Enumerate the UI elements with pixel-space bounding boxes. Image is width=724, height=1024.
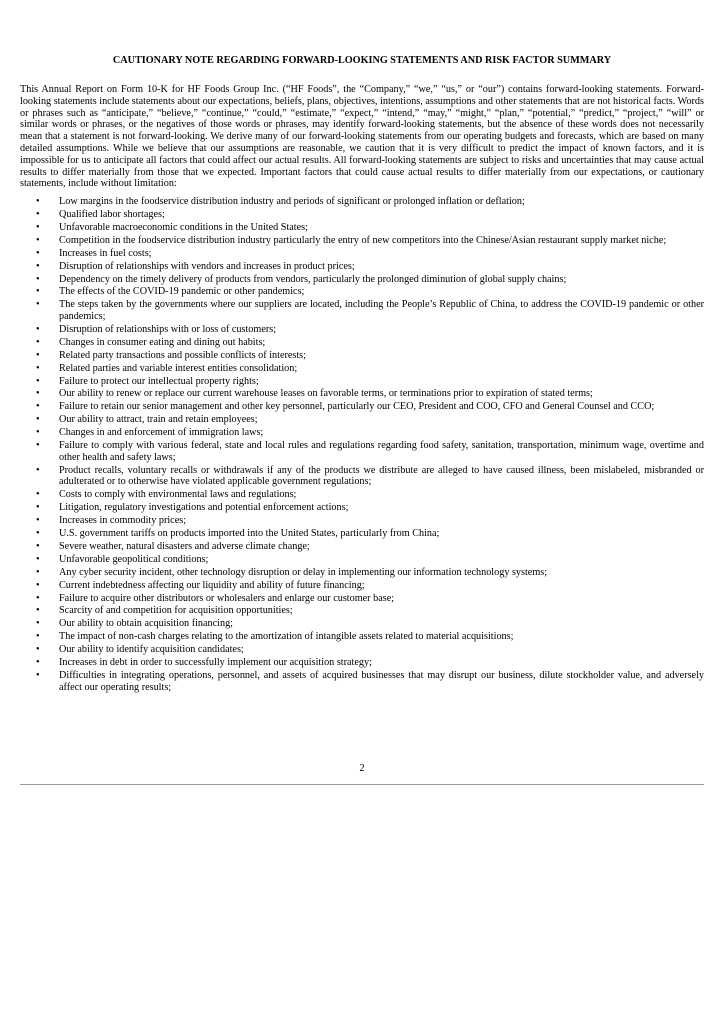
list-item bbox=[20, 567, 704, 579]
list-item bbox=[20, 580, 704, 592]
bullet-icon: • bbox=[36, 502, 40, 514]
risk-factor-text: Competition in the foodservice distribution industry particularly the entry of new competitors into the Chinese/Asian restaurant supply market niche; bbox=[59, 234, 667, 246]
risk-factor-text: Disruption of relationships with or loss of customers; bbox=[59, 323, 277, 335]
bullet-icon: • bbox=[36, 464, 40, 476]
risk-factor-text: The effects of the COVID-19 pandemic or other pandemics; bbox=[59, 286, 305, 298]
risk-factor-text: Failure to comply with various federal, state and local rules and regulations regarding food safety, sanitation, transportation, minimum wage, overtime and other health and safety laws; bbox=[59, 440, 704, 463]
list-item bbox=[20, 350, 704, 362]
list-item bbox=[20, 235, 704, 247]
risk-factor-text: Our ability to identify acquisition candidates; bbox=[59, 644, 244, 656]
intro-paragraph: This Annual Report on Form 10-K for HF Foods Group Inc. (“HF Foods”, the “Company,” “we,” “us,” or “our”) contains forward-looking statements. Forward-looking statements include statements about our expectations, beliefs, plans, objectives, intentions, assumptions and other statements that are not historical facts. Words or phrases such as “anticipate,” “believe,” “continue,” “could,” “estimate,” “expect,” “intend,” “may,” “might,” “plan,” “potential,” “predict,” “project,” “will” or similar words or phrases, or the negatives of those words or phrases, may identify forward-looking statements, but the absence of these words does not necessarily mean that a statement is not forward-looking. We derive many of our forward-looking statements from our operating budgets and forecasts, which are based on many detailed assumptions. While we believe that our assumptions are reasonable, we caution that it is very difficult to predict the impact of known factors, and it is impossible for us to anticipate all factors that could affect our actual results. All forward-looking statements are subject to risks and uncertainties that may cause actual results to differ materially from those that we expected. Important factors that could cause actual results to differ materially from our expectations, or cautionary statements, include without limitation: bbox=[20, 84, 704, 190]
risk-factor-text: Related party transactions and possible conflicts of interests; bbox=[59, 349, 306, 361]
list-item bbox=[20, 528, 704, 540]
risk-factor-text: Increases in fuel costs; bbox=[59, 247, 152, 259]
bullet-icon: • bbox=[36, 336, 40, 348]
list-item bbox=[20, 388, 704, 400]
list-item bbox=[20, 541, 704, 553]
bullet-icon: • bbox=[36, 362, 40, 374]
bullet-icon: • bbox=[36, 286, 40, 298]
bullet-icon: • bbox=[36, 540, 40, 552]
list-item bbox=[20, 465, 704, 489]
bullet-icon: • bbox=[36, 273, 40, 285]
list-item bbox=[20, 248, 704, 260]
risk-factor-text: Litigation, regulatory investigations and potential enforcement actions; bbox=[59, 502, 349, 514]
risk-factor-text: Disruption of relationships with vendors and increases in product prices; bbox=[59, 260, 355, 272]
risk-factor-text: Difficulties in integrating operations, personnel, and assets of acquired businesses that may disrupt our business, dilute stockholder value, and adversely affect our operating results; bbox=[59, 669, 704, 693]
risk-factor-text: The impact of non-cash charges relating to the amortization of intangible assets related to material acquisitions; bbox=[59, 631, 514, 643]
list-item bbox=[20, 605, 704, 617]
risk-factor-text: Scarcity of and competition for acquisition opportunities; bbox=[59, 605, 293, 617]
bullet-icon: • bbox=[36, 299, 40, 311]
list-item bbox=[20, 286, 704, 298]
list-item bbox=[20, 644, 704, 656]
risk-factor-text: The steps taken by the governments where our suppliers are located, including the People’s Republic of China, to address the COVID-19 pandemic or other pandemics; bbox=[59, 299, 704, 323]
list-item bbox=[20, 401, 704, 413]
bullet-icon: • bbox=[36, 401, 40, 413]
document-page bbox=[20, 54, 704, 695]
list-item bbox=[20, 414, 704, 426]
bullet-icon: • bbox=[36, 566, 40, 578]
risk-factor-text: Current indebtedness affecting our liquidity and ability of future financing; bbox=[59, 579, 365, 591]
risk-factor-text: Failure to retain our senior management and other key personnel, particularly our CEO, President and COO, CFO and General Counsel and CCO; bbox=[59, 401, 655, 413]
list-item bbox=[20, 489, 704, 501]
list-item bbox=[20, 261, 704, 273]
page-number: 2 bbox=[359, 763, 365, 774]
bullet-icon: • bbox=[36, 618, 40, 630]
risk-factor-text: Increases in commodity prices; bbox=[59, 515, 187, 527]
risk-factor-text: Qualified labor shortages; bbox=[59, 209, 165, 221]
risk-factor-text: Changes in and enforcement of immigration laws; bbox=[59, 427, 264, 439]
list-item bbox=[20, 209, 704, 221]
risk-factor-text: Our ability to obtain acquisition financing; bbox=[59, 618, 234, 630]
risk-factor-text: U.S. government tariffs on products imported into the United States, particularly from China; bbox=[59, 528, 440, 540]
bullet-icon: • bbox=[36, 605, 40, 617]
list-item bbox=[20, 554, 704, 566]
risk-factor-text: Severe weather, natural disasters and adverse climate change; bbox=[59, 540, 310, 552]
bullet-icon: • bbox=[36, 427, 40, 439]
risk-factor-text: Any cyber security incident, other technology disruption or delay in implementing our information technology systems; bbox=[59, 566, 548, 578]
list-item bbox=[20, 631, 704, 643]
list-item bbox=[20, 337, 704, 349]
risk-factor-list bbox=[20, 196, 704, 693]
list-item bbox=[20, 196, 704, 208]
bullet-icon: • bbox=[36, 440, 40, 451]
list-item bbox=[20, 670, 704, 694]
list-item bbox=[20, 515, 704, 527]
bullet-icon: • bbox=[36, 414, 40, 426]
page-divider bbox=[20, 784, 704, 785]
bullet-icon: • bbox=[36, 553, 40, 565]
risk-factor-text: Product recalls, voluntary recalls or withdrawals if any of the products we distribute are alleged to have caused illness, been mislabeled, misbranded or adulterated or to otherwise have violated applicable government regulations; bbox=[59, 464, 704, 488]
risk-factor-text: Our ability to renew or replace our current warehouse leases on favorable terms, or terminations prior to expiration of stated terms; bbox=[59, 388, 593, 400]
list-item bbox=[20, 657, 704, 669]
bullet-icon: • bbox=[36, 631, 40, 643]
bullet-icon: • bbox=[36, 515, 40, 527]
list-item bbox=[20, 440, 704, 464]
risk-factor-text: Low margins in the foodservice distribution industry and periods of significant or prolonged inflation or deflation; bbox=[59, 196, 525, 208]
list-item bbox=[20, 618, 704, 630]
bullet-icon: • bbox=[36, 656, 40, 668]
list-item bbox=[20, 299, 704, 323]
risk-factor-text: Increases in debt in order to successfully implement our acquisition strategy; bbox=[59, 656, 372, 668]
bullet-icon: • bbox=[36, 247, 40, 259]
list-item bbox=[20, 593, 704, 605]
bullet-icon: • bbox=[36, 388, 40, 400]
bullet-icon: • bbox=[36, 260, 40, 272]
bullet-icon: • bbox=[36, 489, 40, 501]
bullet-icon: • bbox=[36, 579, 40, 591]
list-item bbox=[20, 222, 704, 234]
bullet-icon: • bbox=[36, 323, 40, 335]
bullet-icon: • bbox=[36, 349, 40, 361]
bullet-icon: • bbox=[36, 375, 40, 387]
list-item bbox=[20, 324, 704, 336]
bullet-icon: • bbox=[36, 234, 40, 246]
risk-factor-text: Changes in consumer eating and dining out habits; bbox=[59, 336, 266, 348]
bullet-icon: • bbox=[36, 528, 40, 540]
bullet-icon: • bbox=[36, 209, 40, 221]
list-item bbox=[20, 427, 704, 439]
risk-factor-text: Costs to comply with environmental laws and regulations; bbox=[59, 489, 297, 501]
risk-factor-text: Our ability to attract, train and retain employees; bbox=[59, 414, 258, 426]
list-item bbox=[20, 274, 704, 286]
risk-factor-text: Unfavorable macroeconomic conditions in the United States; bbox=[59, 221, 308, 233]
list-item bbox=[20, 376, 704, 388]
section-title: CAUTIONARY NOTE REGARDING FORWARD-LOOKING STATEMENTS AND RISK FACTOR SUMMARY bbox=[112, 55, 612, 66]
bullet-icon: • bbox=[36, 196, 40, 208]
risk-factor-text: Related parties and variable interest entities consolidation; bbox=[59, 362, 298, 374]
bullet-icon: • bbox=[36, 221, 40, 233]
bullet-icon: • bbox=[36, 592, 40, 604]
list-item bbox=[20, 502, 704, 514]
bullet-icon: • bbox=[36, 644, 40, 656]
risk-factor-text: Dependency on the timely delivery of products from vendors, particularly the prolonged diminution of global supply chains; bbox=[59, 273, 567, 285]
list-item bbox=[20, 363, 704, 375]
risk-factor-text: Unfavorable geopolitical conditions; bbox=[59, 553, 209, 565]
risk-factor-text: Failure to protect our intellectual property rights; bbox=[59, 375, 259, 387]
bullet-icon: • bbox=[36, 669, 40, 681]
risk-factor-text: Failure to acquire other distributors or wholesalers and enlarge our customer base; bbox=[59, 592, 395, 604]
